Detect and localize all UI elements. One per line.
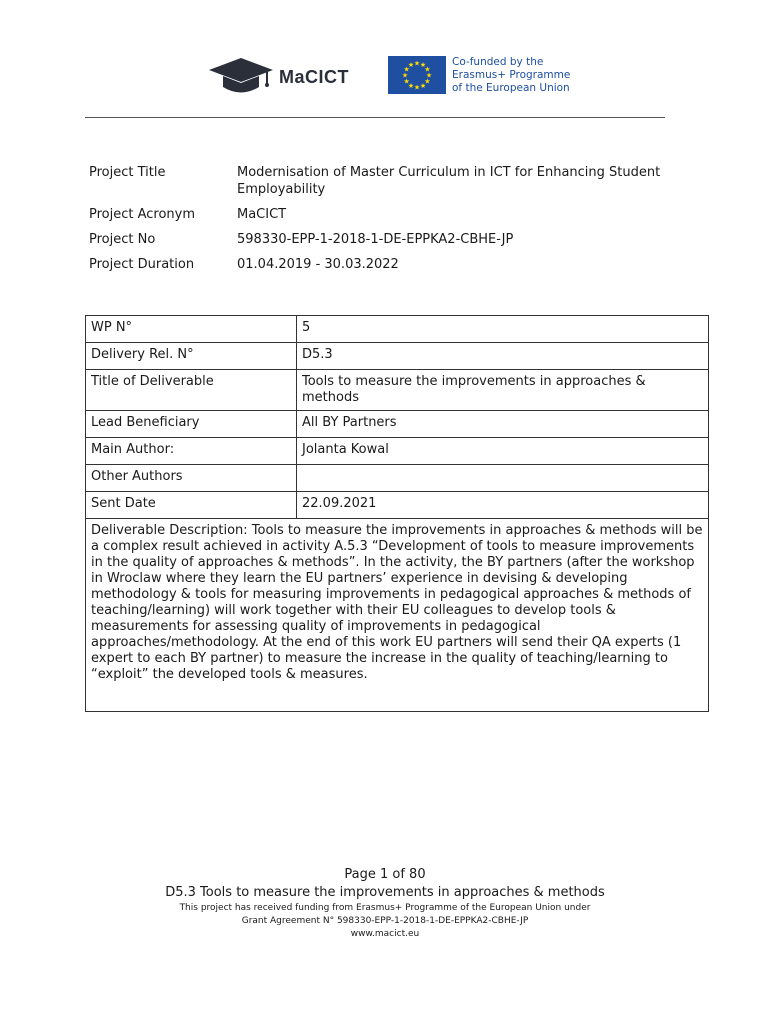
table-row — [86, 411, 709, 438]
deliverable-table — [85, 315, 709, 712]
deliverable-label: Lead Beneficiary — [86, 411, 297, 438]
project-info-value: MaCICT — [237, 207, 287, 222]
table-row — [86, 438, 709, 465]
eu-star-icon: ★ — [403, 77, 410, 86]
project-duration-row — [89, 256, 699, 273]
eu-flag-icon — [388, 56, 446, 94]
project-info-label: Project Duration — [89, 257, 195, 272]
deliverable-value: All BY Partners — [297, 411, 709, 438]
eu-star-icon: ★ — [401, 71, 409, 80]
footer-doc-title: D5.3 Tools to measure the improvements in approaches & methods — [165, 885, 605, 900]
deliverable-value: Tools to measure the improvements in approaches & methods — [297, 370, 709, 411]
deliverable-label: Sent Date — [86, 492, 297, 519]
eu-funding-line: of the European Union — [452, 82, 570, 94]
deliverable-value — [297, 465, 709, 492]
deliverable-label: WP N° — [86, 316, 297, 343]
project-acronym-row — [89, 206, 699, 223]
table-row — [86, 316, 709, 343]
footer-grant-line: Grant Agreement N° 598330-EPP-1-2018-1-DE-EPPKA2-CBHE-JP — [241, 916, 529, 926]
deliverable-value: Jolanta Kowal — [297, 438, 709, 465]
deliverable-value: 5 — [297, 316, 709, 343]
project-info-label: Project Title — [89, 165, 166, 180]
eu-star-icon: ★ — [407, 61, 415, 70]
footer-website-link[interactable]: www.macict.eu — [350, 929, 420, 939]
eu-star-icon: ★ — [424, 77, 431, 86]
footer-funding-line: This project has received funding from Erasmus+ Programme of the European Union under — [179, 903, 591, 913]
graduation-cap-icon — [207, 54, 275, 96]
table-row — [86, 465, 709, 492]
deliverable-label: Other Authors — [86, 465, 297, 492]
header-divider — [85, 117, 665, 118]
eu-funding-line: Erasmus+ Programme — [452, 69, 571, 81]
deliverable-label: Title of Deliverable — [86, 370, 297, 411]
project-info-value: 598330-EPP-1-2018-1-DE-EPPKA2-CBHE-JP — [237, 232, 514, 247]
deliverable-label: Main Author: — [86, 438, 297, 465]
deliverable-value: D5.3 — [297, 343, 709, 370]
eu-star-icon: ★ — [407, 81, 415, 90]
project-info-label: Project No — [89, 232, 156, 247]
eu-star-icon: ★ — [403, 65, 410, 74]
table-row — [86, 519, 709, 712]
eu-star-icon: ★ — [425, 71, 433, 80]
eu-funding-logo — [388, 56, 588, 96]
eu-star-icon: ★ — [413, 59, 421, 68]
table-row — [86, 492, 709, 519]
project-info-value: Modernisation of Master Curriculum in ICT for Enhancing Student Employability — [237, 165, 661, 197]
deliverable-value: 22.09.2021 — [297, 492, 709, 519]
eu-star-icon: ★ — [419, 81, 427, 90]
project-title-row — [89, 164, 699, 198]
page-footer — [0, 866, 770, 941]
eu-star-icon: ★ — [419, 61, 427, 70]
deliverable-label: Delivery Rel. N° — [86, 343, 297, 370]
eu-star-icon: ★ — [413, 83, 421, 92]
project-info-value: 01.04.2019 - 30.03.2022 — [237, 257, 399, 272]
project-info-label: Project Acronym — [89, 207, 196, 222]
macict-logo — [207, 54, 352, 96]
project-info — [89, 164, 699, 281]
brand-name: MaCICT — [279, 67, 349, 87]
deliverable-description: Deliverable Description: Tools to measure the improvements in approaches & methods will be a complex result achieved in activity A.5.3 “Development of tools to measure improvements in the quality of approaches & methods”. In the activity, the BY partners (after the workshop in Wroclaw where they learn the EU partners’ experience in devising & developing methodology & tools for measuring improvements in pedagogical approaches & methods of teaching/learning) will work together with their EU colleagues to develop tools & measurements for assessing quality of improvements in pedagogical approaches/methodology. At the end of this work EU partners will send their QA experts (1 expert to each BY partner) to measure the increase in the quality of teaching/learning to “exploit” the developed tools & measures. — [86, 519, 709, 712]
page-number: Page 1 of 80 — [344, 867, 426, 882]
eu-star-icon: ★ — [424, 65, 431, 74]
table-row — [86, 343, 709, 370]
page-header — [0, 50, 770, 100]
eu-funding-line: Co-funded by the — [452, 56, 544, 68]
eu-funding-text — [452, 56, 570, 95]
table-row — [86, 370, 709, 411]
project-number-row — [89, 231, 699, 248]
